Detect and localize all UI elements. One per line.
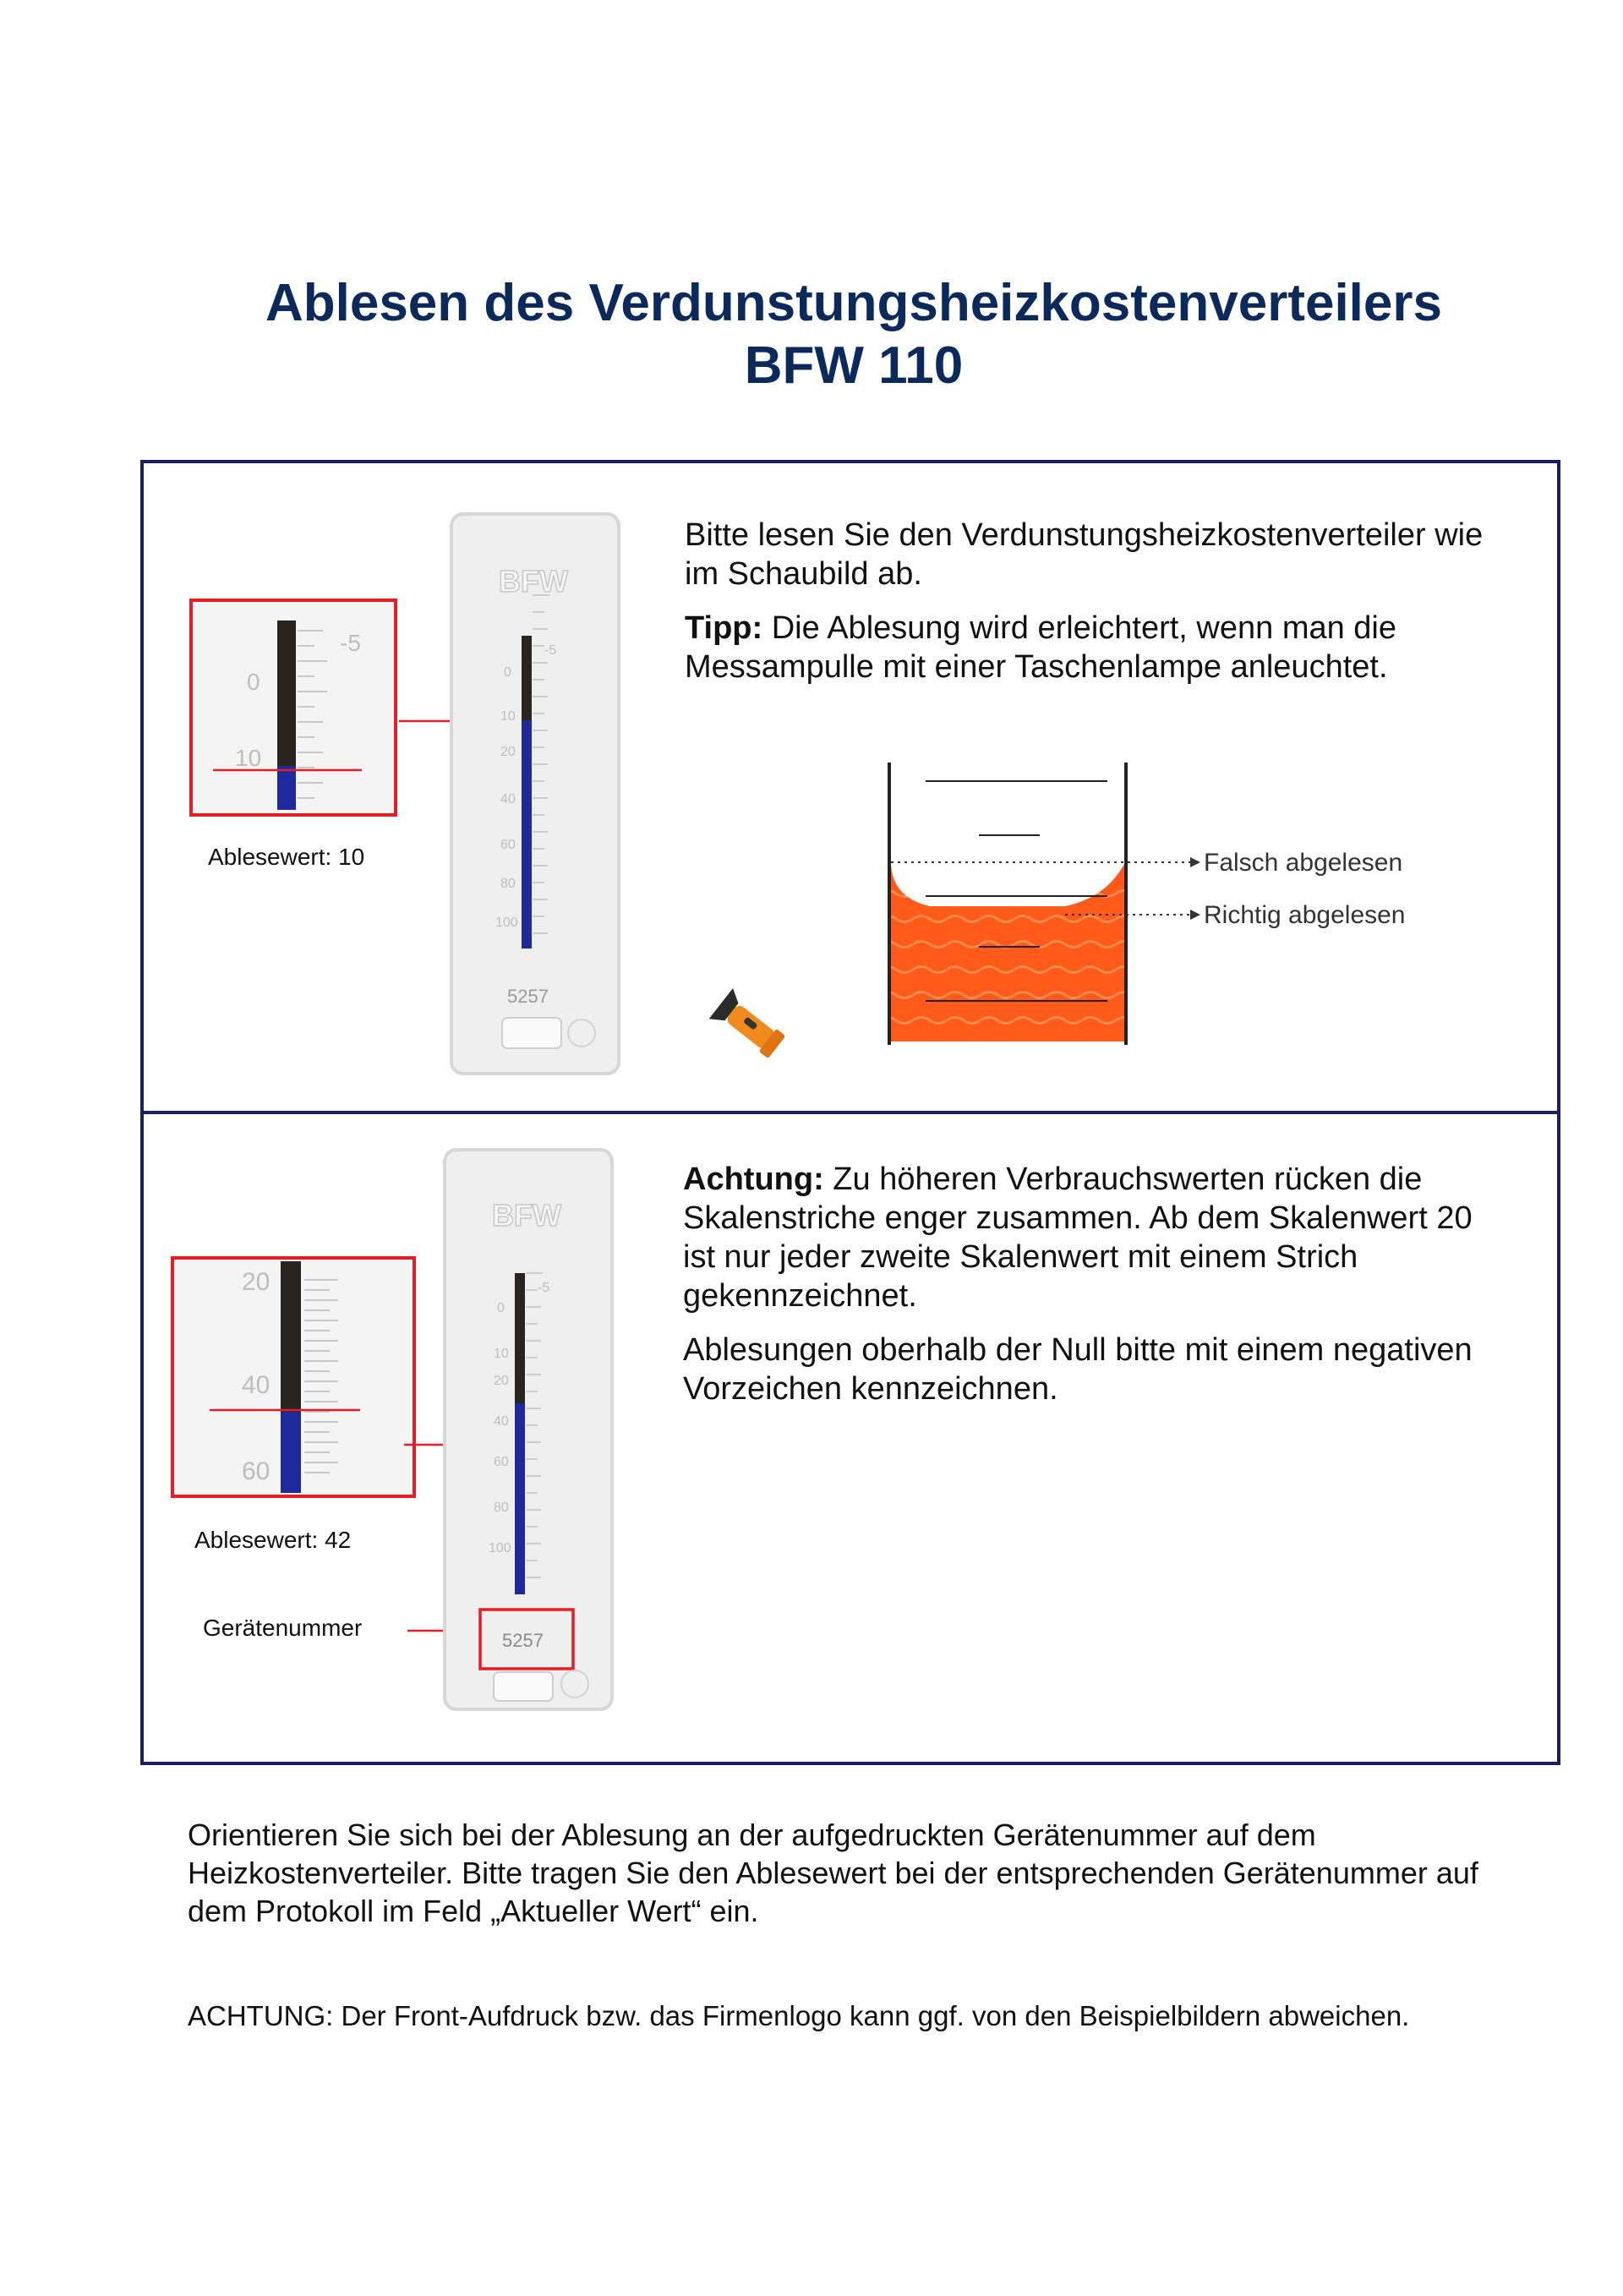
heat-cost-allocator-device — [448, 511, 622, 1077]
footer-note: ACHTUNG: Der Front-Aufdruck bzw. das Firmenlogo kann ggf. von den Beispielbildern abweichen. — [188, 2000, 1410, 2031]
scale-label: 60 — [494, 1455, 509, 1469]
instruction-text: Bitte lesen Sie den Verdunstungsheizkostenverteiler wie im Schaubild ab. — [685, 517, 1484, 592]
zoom-scale-label: 40 — [242, 1371, 270, 1399]
device-logo: BFW — [492, 1198, 561, 1233]
scale-label: -5 — [538, 1281, 550, 1295]
scale-label: 20 — [500, 745, 516, 759]
flashlight-icon — [703, 981, 796, 1065]
device-number: 5257 — [502, 1630, 544, 1651]
warning-label: Achtung: — [683, 1162, 824, 1197]
scale-label: -5 — [544, 643, 557, 658]
scale-label: 10 — [494, 1347, 509, 1361]
scale-label: 100 — [489, 1541, 511, 1555]
tip-paragraph — [685, 609, 1488, 686]
scale-label: 100 — [495, 916, 518, 930]
device-number: 5257 — [507, 986, 549, 1007]
scale-label: 60 — [500, 838, 516, 852]
negative-sign-text: Ablesungen oberhalb der Null bitte mit einem negativen Vorzeichen kennzeichnen. — [683, 1332, 1473, 1407]
tip-label: Tipp: — [685, 610, 763, 646]
title-line-2: BFW 110 — [744, 336, 964, 395]
scale-label: 0 — [504, 665, 511, 680]
device-logo: BFW — [499, 564, 568, 599]
zoom-scale-label: 10 — [235, 745, 262, 771]
scale-label: 20 — [494, 1374, 509, 1388]
meniscus-diagram — [879, 754, 1420, 1047]
scale-label: 80 — [494, 1501, 509, 1515]
section-1-instruction — [685, 516, 1488, 686]
label-wrong-reading: Falsch abgelesen — [1204, 849, 1403, 877]
scale-label: 40 — [494, 1414, 509, 1429]
section-2-instruction — [683, 1160, 1503, 1408]
footer-paragraph: Orientieren Sie sich bei der Ablesung an der aufgedruckten Gerätenummer auf dem Heizkostenverteiler. Bitte tragen Sie den Ablesewert bei der entsprechenden Gerätenummer auf dem Protokoll im Feld „Aktueller Wert“ ein. — [188, 1818, 1478, 1928]
scale-label: 80 — [500, 877, 516, 891]
label-correct-reading: Richtig abgelesen — [1204, 901, 1406, 929]
reading-value-label: Ablesewert: 42 — [194, 1527, 352, 1553]
tip-text: Die Ablesung wird erleichtert, wenn man die Messampulle mit einer Taschenlampe anleuchtet. — [685, 610, 1397, 685]
section-2-zoom-view — [169, 1255, 418, 1500]
heat-cost-allocator-device — [441, 1146, 615, 1713]
scale-label: 10 — [500, 709, 516, 724]
warning-text: Zu höheren Verbrauchswerten rücken die Skalenstriche enger zusammen. Ab dem Skalenwert 20 ist nur jeder zweite Skalenwert mit einem Strich gekennzeichnet. — [683, 1162, 1473, 1314]
scale-label: 0 — [497, 1301, 505, 1315]
warning-paragraph — [683, 1160, 1503, 1315]
zoom-scale-label: 60 — [242, 1457, 270, 1485]
title-line-1: Ablesen des Verdunstungsheizkostenverteilers — [265, 274, 1443, 332]
scale-label: 40 — [500, 792, 516, 806]
reading-value-label: Ablesewert: 10 — [208, 844, 365, 870]
device-number-label: Gerätenummer — [203, 1615, 363, 1641]
page-title — [0, 272, 1623, 397]
zoom-scale-label: -5 — [340, 630, 361, 656]
zoom-scale-label: 0 — [247, 669, 260, 695]
zoom-scale-label: 20 — [242, 1268, 270, 1296]
section-1-zoom-view — [188, 597, 399, 818]
